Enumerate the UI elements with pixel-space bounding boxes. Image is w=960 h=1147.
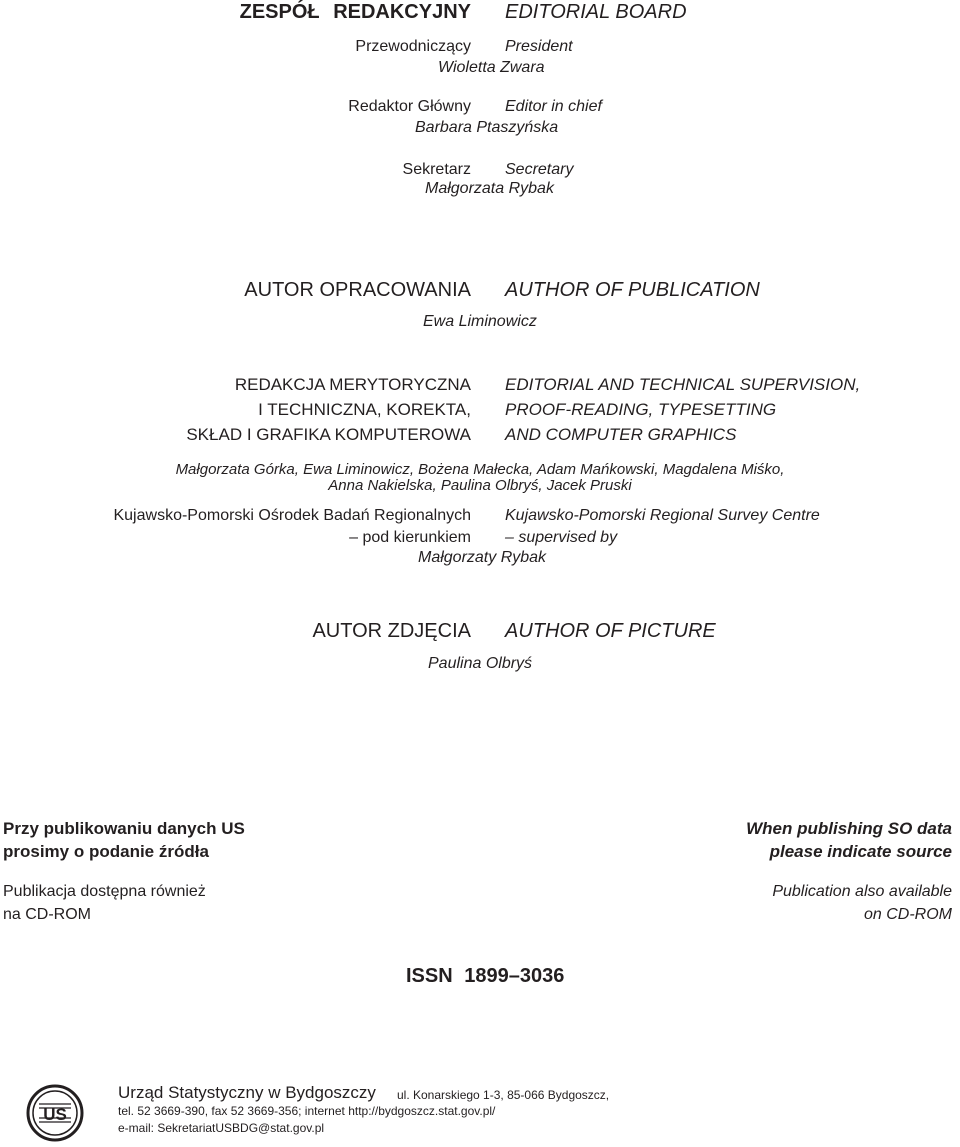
cd-notice-pl-line: Publikacja dostępna również: [3, 883, 206, 900]
centre-name-en: Kujawsko-Pomorski Regional Survey Centre: [505, 507, 820, 524]
chair-label-pl: Przewodniczący: [355, 38, 471, 55]
chief-label-pl: Redaktor Główny: [348, 98, 471, 115]
office-email[interactable]: e-mail: SekretariatUSBDG@stat.gov.pl: [118, 1121, 325, 1135]
citation-notice-en-line: please indicate source: [769, 842, 952, 861]
centre-name-pl: Kujawsko-Pomorski Ośrodek Badań Regionalnych: [113, 507, 471, 524]
office-name: Urząd Statystyczny w Bydgoszczy: [118, 1083, 376, 1102]
supervised-by-pl: – pod kierunkiem: [349, 529, 471, 546]
board-heading-en: EDITORIAL BOARD: [505, 1, 687, 23]
picture-heading-en: AUTHOR OF PICTURE: [505, 620, 716, 642]
cd-notice-pl: [3, 880, 206, 926]
issn-number: ISSN 1899–3036: [406, 965, 565, 987]
cd-notice-en-line: on CD-ROM: [863, 906, 952, 923]
supervision-heading-en: [505, 372, 860, 447]
author-heading-pl: AUTOR OPRACOWANIA: [244, 279, 471, 301]
team-names-line2: Anna Nakielska, Paulina Olbryś, Jacek Pruski: [328, 477, 632, 494]
chief-name: Barbara Ptaszyńska: [415, 119, 559, 136]
team-names-line1: Małgorzata Górka, Ewa Liminowicz, Bożena Małecka, Adam Mańkowski, Magdalena Miśko,: [175, 461, 785, 478]
chair-label-en: President: [505, 38, 573, 55]
stat-logo-icon: [26, 1084, 84, 1142]
website-link[interactable]: http://bydgoszcz.stat.gov.pl/: [348, 1104, 496, 1118]
supervision-en-line: PROOF-READING, TYPESETTING: [505, 400, 777, 419]
citation-notice-pl-line: prosimy o podanie źródła: [3, 842, 209, 861]
secretary-label-en: Secretary: [505, 161, 574, 178]
secretary-name: Małgorzata Rybak: [425, 180, 554, 197]
stat-logo: [26, 1084, 84, 1142]
board-heading-pl: ZESPÓŁ REDAKCYJNY: [239, 1, 471, 23]
cd-notice-en-line: Publication also available: [772, 883, 952, 900]
office-contact: [118, 1104, 495, 1118]
supervision-en-line: AND COMPUTER GRAPHICS: [505, 425, 737, 444]
supervision-pl-line: SKŁAD I GRAFIKA KOMPUTEROWA: [186, 425, 471, 444]
supervision-pl-line: REDAKCJA MERYTORYCZNA: [234, 375, 471, 394]
cd-notice-pl-line: na CD-ROM: [3, 906, 92, 923]
picture-author-name: Paulina Olbryś: [428, 655, 533, 672]
supervision-heading-pl: [186, 372, 471, 447]
cd-notice-en: [772, 880, 952, 926]
author-heading-en: AUTHOR OF PUBLICATION: [505, 279, 760, 301]
supervision-en-line: EDITORIAL AND TECHNICAL SUPERVISION,: [505, 375, 861, 394]
supervised-by-en: – supervised by: [505, 529, 618, 546]
citation-notice-en-line: When publishing SO data: [746, 819, 952, 838]
supervisor-name: Małgorzaty Rybak: [418, 549, 547, 566]
office-address: ul. Konarskiego 1-3, 85-066 Bydgoszcz,: [397, 1088, 610, 1102]
citation-notice-pl: [3, 817, 245, 863]
chief-label-en: Editor in chief: [505, 98, 602, 115]
chair-name: Wioletta Zwara: [438, 59, 545, 76]
citation-notice-pl-line: Przy publikowaniu danych US: [3, 819, 245, 838]
citation-notice-en: [746, 817, 952, 863]
author-name: Ewa Liminowicz: [423, 313, 537, 330]
picture-heading-pl: AUTOR ZDJĘCIA: [312, 620, 471, 642]
supervision-pl-line: I TECHNICZNA, KOREKTA,: [258, 400, 471, 419]
svg-text:US: US: [43, 1105, 67, 1124]
secretary-label-pl: Sekretarz: [402, 161, 471, 178]
contact-phones: tel. 52 3669-390, fax 52 3669-356; internet: [118, 1104, 345, 1118]
